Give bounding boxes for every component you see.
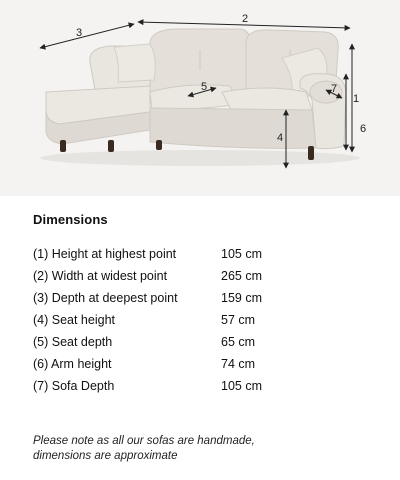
dimension-marker-3: 3 — [76, 27, 83, 39]
dimension-value: 65 cm — [221, 335, 256, 349]
sofa-leg — [60, 140, 66, 152]
dimension-row — [33, 331, 373, 353]
dimension-marker-5: 5 — [201, 81, 208, 93]
dimension-label: (7) Sofa Depth — [33, 379, 115, 393]
dimension-marker-6: 6 — [360, 123, 367, 135]
dimensions-heading: Dimensions — [33, 212, 108, 227]
dimensions-panel — [33, 212, 373, 397]
sofa-leg — [308, 146, 314, 160]
dimensions-list — [33, 243, 373, 397]
dimension-label: (6) Arm height — [33, 357, 112, 371]
dimension-value: 105 cm — [221, 247, 262, 261]
dimension-value: 265 cm — [221, 269, 262, 283]
dimension-row — [33, 265, 373, 287]
dimension-row — [33, 309, 373, 331]
dimension-row — [33, 375, 373, 397]
dimension-marker-4: 4 — [277, 132, 284, 144]
scatter-cushion-left — [114, 44, 155, 82]
sofa-leg — [156, 140, 162, 150]
dimension-value: 57 cm — [221, 313, 256, 327]
dimension-value: 105 cm — [221, 379, 262, 393]
sofa-illustration — [0, 0, 400, 196]
handmade-note — [33, 434, 373, 464]
dimension-label: (2) Width at widest point — [33, 269, 168, 283]
sofa-dimension-figure — [0, 0, 400, 196]
dimension-label: (1) Height at highest point — [33, 247, 177, 261]
dimension-row — [33, 287, 373, 309]
dimension-row — [33, 353, 373, 375]
note-line-1: Please note as all our sofas are handmade, — [33, 435, 255, 447]
note-line-2: dimensions are approximate — [33, 450, 178, 462]
dimension-marker-1: 1 — [353, 93, 360, 105]
dimension-label: (3) Depth at deepest point — [33, 291, 178, 305]
sofa-base — [150, 108, 316, 148]
dimension-value: 74 cm — [221, 357, 256, 371]
sofa-leg — [108, 140, 114, 152]
dimension-row — [33, 243, 373, 265]
depth-arrow — [40, 24, 134, 48]
dimension-marker-2: 2 — [242, 13, 249, 25]
dimension-label: (5) Seat depth — [33, 335, 113, 349]
dimension-label: (4) Seat height — [33, 313, 115, 327]
dimension-marker-7: 7 — [331, 83, 338, 95]
dimension-value: 159 cm — [221, 291, 262, 305]
